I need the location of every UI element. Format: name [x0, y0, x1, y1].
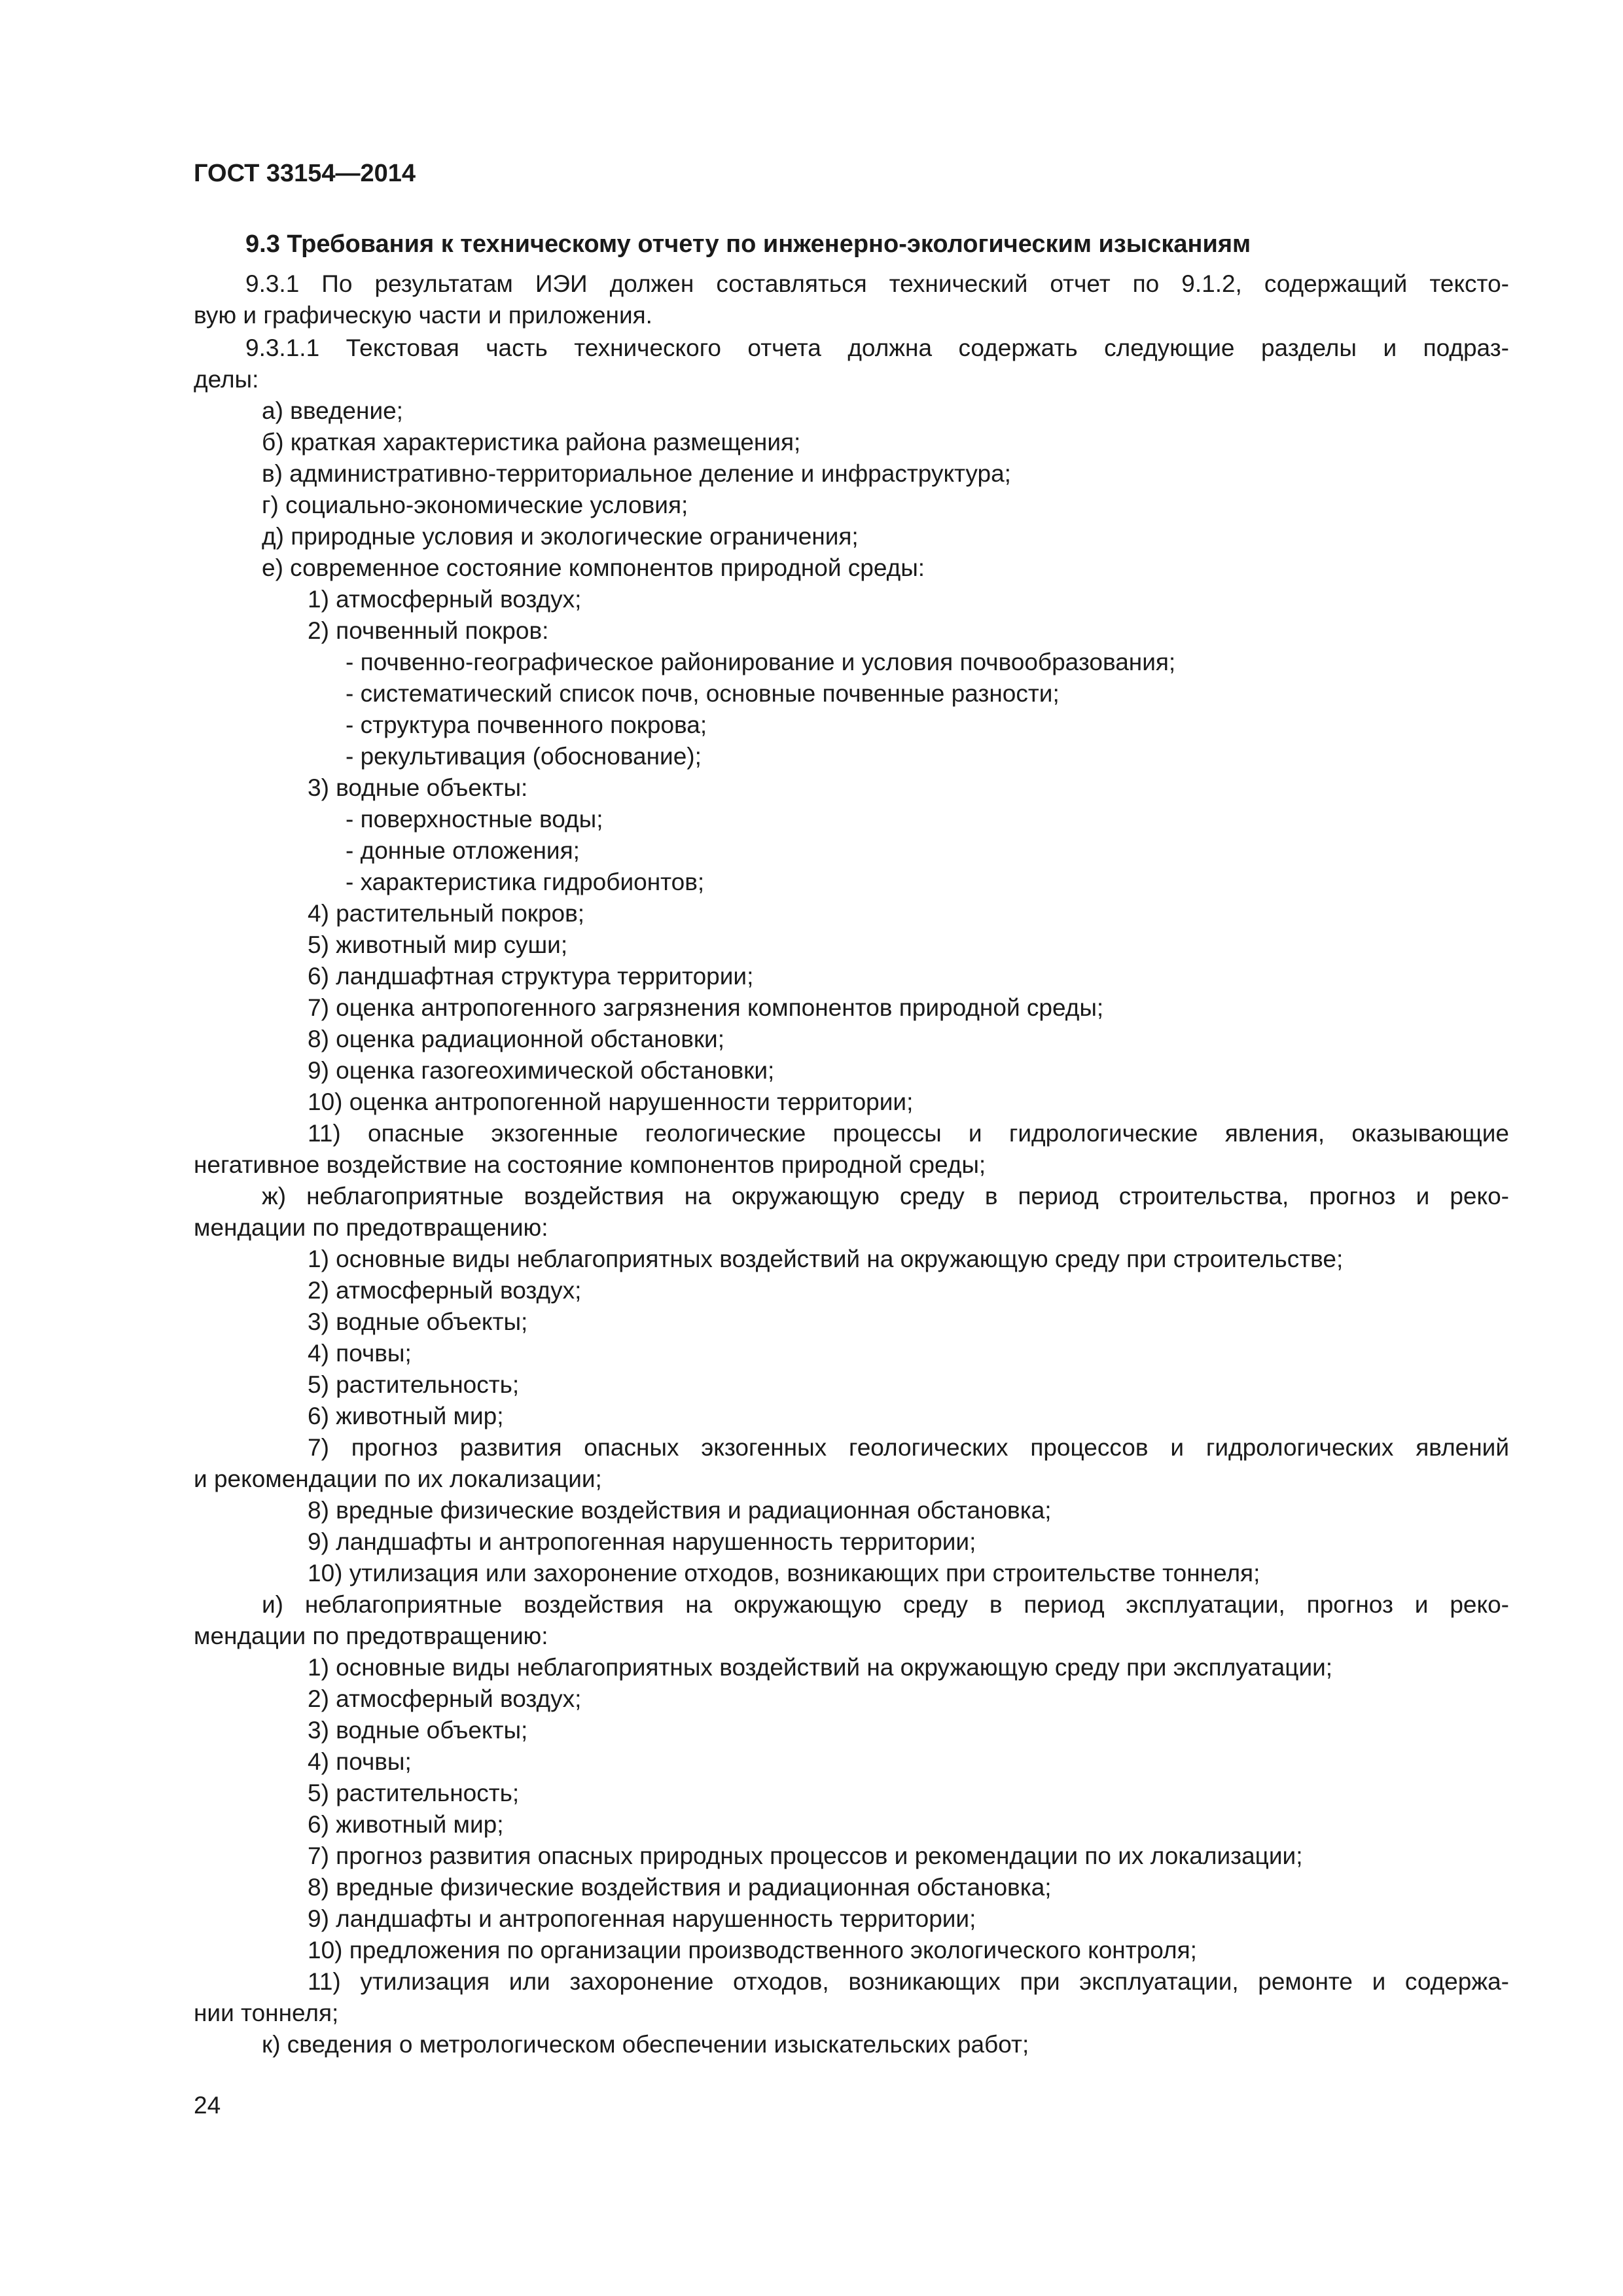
list-item: 11) утилизация или захоронение отходов, возникающих при эксплуатации, ремонте и содержа-	[308, 1968, 1509, 1995]
list-item: 2) атмосферный воздух;	[308, 1277, 582, 1304]
list-item: 4) почвы;	[308, 1340, 412, 1367]
list-item: 10) предложения по организации производственного экологического контроля;	[308, 1937, 1197, 1964]
list-item: 7) оценка антропогенного загрязнения компонентов природной среды;	[308, 994, 1104, 1021]
list-item: - характеристика гидробионтов;	[346, 869, 705, 895]
list-item: - поверхностные воды;	[346, 806, 603, 833]
list-item: 9) ландшафты и антропогенная нарушенность территории;	[308, 1905, 976, 1932]
list-item: 7) прогноз развития опасных природных процессов и рекомендации по их локализации;	[308, 1842, 1303, 1869]
list-item: 8) оценка радиационной обстановки;	[308, 1026, 724, 1052]
list-item: 2) атмосферный воздух;	[308, 1685, 582, 1712]
paragraph-line: делы:	[194, 366, 259, 393]
list-item: 1) атмосферный воздух;	[308, 586, 582, 613]
list-item: - структура почвенного покрова;	[346, 711, 707, 738]
list-item: - рекультивация (обоснование);	[346, 743, 702, 770]
paragraph-line: 9.3.1.1 Текстовая часть технического отчета должна содержать следующие разделы и подраз-	[245, 334, 1509, 361]
list-item: 5) растительность;	[308, 1780, 520, 1806]
list-item: 10) утилизация или захоронение отходов, возникающих при строительстве тоннеля;	[308, 1560, 1260, 1587]
list-item: 4) растительный покров;	[308, 900, 585, 927]
list-item: и рекомендации по их локализации;	[194, 1465, 602, 1492]
list-item: 6) животный мир;	[308, 1811, 504, 1838]
list-item: 1) основные виды неблагоприятных воздействий на окружающую среду при строительстве;	[308, 1246, 1344, 1272]
document-header: ГОСТ 33154—2014	[194, 160, 416, 187]
list-item: - почвенно-географическое районирование и условия почвообразования;	[346, 649, 1176, 675]
list-item: 10) оценка антропогенной нарушенности территории;	[308, 1088, 914, 1115]
list-item: г) социально-экономические условия;	[262, 492, 688, 518]
list-item: мендации по предотвращению:	[194, 1623, 548, 1649]
list-item: 1) основные виды неблагоприятных воздействий на окружающую среду при эксплуатации;	[308, 1654, 1333, 1681]
list-item: 5) животный мир суши;	[308, 931, 568, 958]
list-item: 5) растительность;	[308, 1371, 520, 1398]
list-item: а) введение;	[262, 397, 403, 424]
paragraph-line: 9.3.1 По результатам ИЭИ должен составляться технический отчет по 9.1.2, содержащий тексто-	[245, 270, 1509, 297]
list-item: негативное воздействие на состояние компонентов природной среды;	[194, 1151, 986, 1178]
paragraph-line: вую и графическую части и приложения.	[194, 302, 652, 329]
list-item: 9) оценка газогеохимической обстановки;	[308, 1057, 775, 1084]
list-item: 7) прогноз развития опасных экзогенных геологических процессов и гидрологических явлений	[308, 1434, 1509, 1461]
list-item: 4) почвы;	[308, 1748, 412, 1775]
list-item: 3) водные объекты;	[308, 1308, 528, 1335]
list-item: 9) ландшафты и антропогенная нарушенность территории;	[308, 1528, 976, 1555]
list-item: 8) вредные физические воздействия и радиационная обстановка;	[308, 1497, 1052, 1524]
list-item: 8) вредные физические воздействия и радиационная обстановка;	[308, 1874, 1052, 1901]
list-item: 6) ландшафтная структура территории;	[308, 963, 754, 990]
page-number: 24	[194, 2092, 221, 2119]
section-title: 9.3 Требования к техническому отчету по инженерно-экологическим изысканиям	[245, 230, 1251, 258]
list-item: и) неблагоприятные воздействия на окружающую среду в период эксплуатации, прогноз и реко-	[262, 1591, 1509, 1618]
list-item: 3) водные объекты:	[308, 774, 528, 801]
list-item: мендации по предотвращению:	[194, 1214, 548, 1241]
list-item: б) краткая характеристика района размещения;	[262, 429, 801, 456]
list-item: 2) почвенный покров:	[308, 617, 549, 644]
list-item: д) природные условия и экологические ограничения;	[262, 523, 859, 550]
list-item: 3) водные объекты;	[308, 1717, 528, 1744]
list-item: е) современное состояние компонентов природной среды:	[262, 554, 925, 581]
list-item: - донные отложения;	[346, 837, 580, 864]
list-item: - систематический список почв, основные почвенные разности;	[346, 680, 1060, 707]
list-item: ж) неблагоприятные воздействия на окружающую среду в период строительства, прогноз и реко-	[262, 1183, 1509, 1210]
list-item: 11) опасные экзогенные геологические процессы и гидрологические явления, оказывающие	[308, 1120, 1509, 1147]
list-item: 6) животный мир;	[308, 1403, 504, 1429]
list-item: к) сведения о метрологическом обеспечении изыскательских работ;	[262, 2031, 1029, 2058]
list-item: нии тоннеля;	[194, 2000, 339, 2026]
list-item: в) административно-территориальное деление и инфраструктура;	[262, 460, 1011, 487]
